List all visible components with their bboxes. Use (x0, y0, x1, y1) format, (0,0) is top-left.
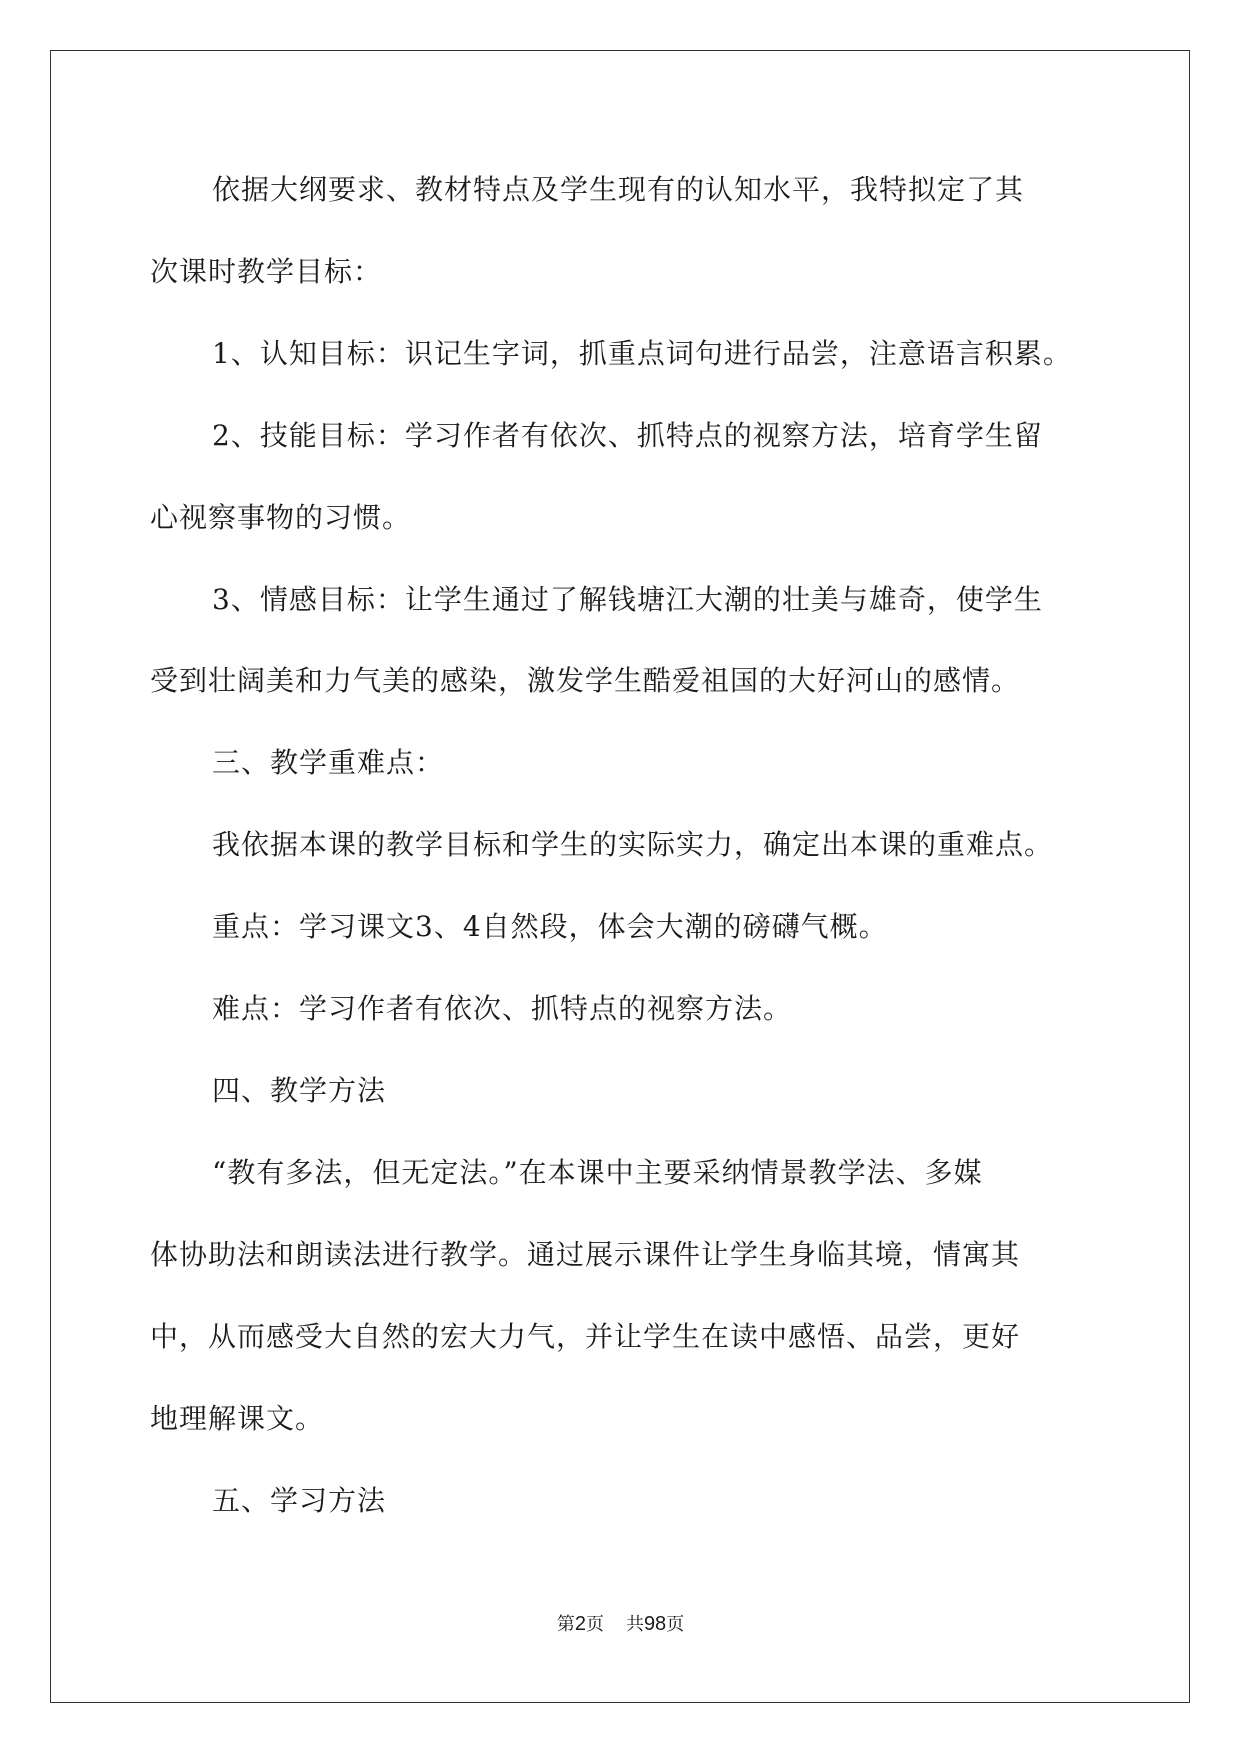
page-prefix: 第 (556, 1614, 575, 1635)
paragraph-line: “教有多法，但无定法。”在本课中主要采纳情景教学法、多媒 (212, 1156, 983, 1189)
paragraph-line: 心视察事物的习惯。 (150, 501, 412, 534)
paragraph-line: 难点：学习作者有依次、抓特点的视察方法。 (212, 992, 793, 1025)
section-heading: 四、教学方法 (212, 1074, 387, 1107)
paragraph-line: 中，从而感受大自然的宏大力气，并让学生在读中感悟、品尝，更好 (150, 1320, 1021, 1353)
paragraph-line: 受到壮阔美和力气美的感染，激发学生酷爱祖国的大好河山的感情。 (150, 664, 1021, 697)
section-heading: 五、学习方法 (212, 1484, 387, 1517)
paragraph-line: 体协助法和朗读法进行教学。通过展示课件让学生身临其境，情寓其 (150, 1238, 1021, 1271)
paragraph-line: 重点：学习课文3、4自然段，体会大潮的磅礴气概。 (212, 910, 888, 943)
page-footer (0, 1612, 1241, 1637)
page-border (50, 50, 1190, 1703)
paragraph-line: 3、情感目标：让学生通过了解钱塘江大潮的壮美与雄奇，使学生 (212, 583, 1043, 616)
paragraph-line: 次课时教学目标： (150, 255, 383, 288)
paragraph-line: 地理解课文。 (150, 1402, 325, 1435)
section-heading: 三、教学重难点： (212, 746, 445, 779)
total-pages: 98 (643, 1613, 667, 1635)
total-suffix: 页 (666, 1614, 685, 1635)
total-prefix: 共 (625, 1614, 644, 1635)
paragraph-line: 我依据本课的教学目标和学生的实际实力，确定出本课的重难点。 (212, 828, 1054, 861)
paragraph-line: 1、认知目标：识记生字词，抓重点词句进行品尝，注意语言积累。 (212, 337, 1072, 370)
page-suffix: 页 (585, 1614, 604, 1635)
page-number: 2 (574, 1613, 586, 1635)
paragraph-line: 2、技能目标：学习作者有依次、抓特点的视察方法，培育学生留 (212, 419, 1043, 452)
paragraph-line: 依据大纲要求、教材特点及学生现有的认知水平，我特拟定了其 (212, 173, 1025, 206)
